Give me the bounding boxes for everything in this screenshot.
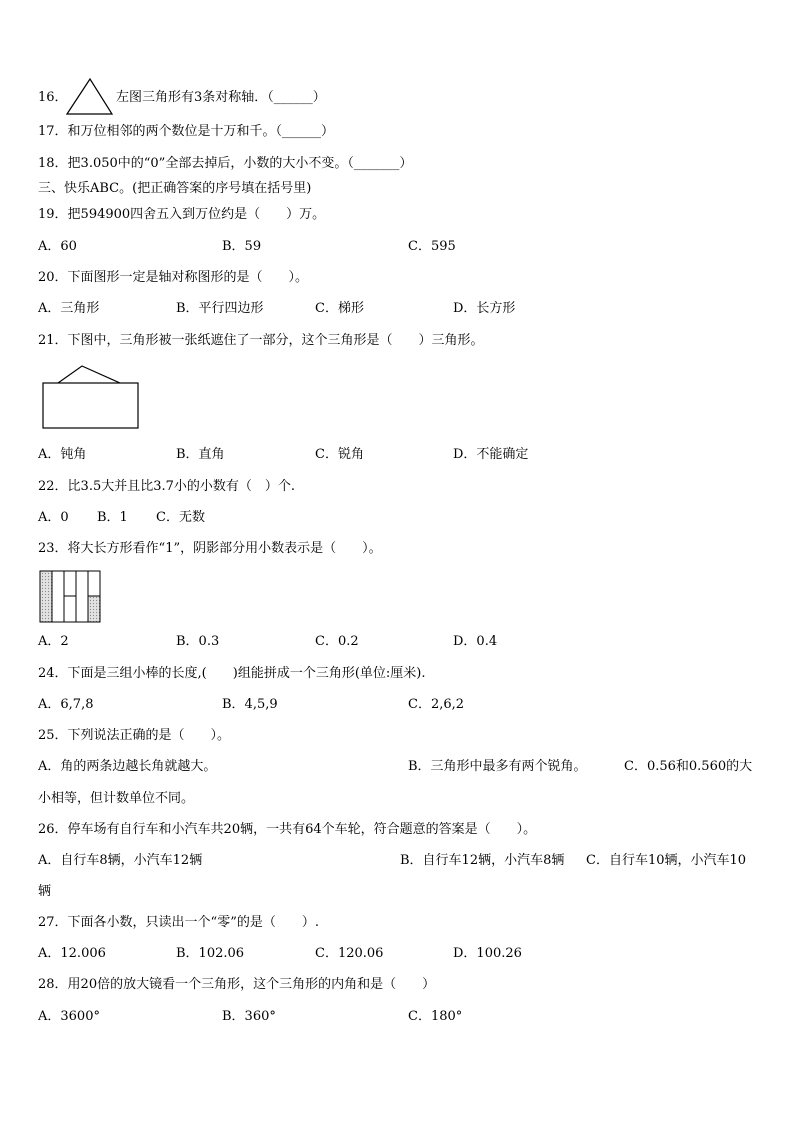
q22-option-c: C．无数 [156, 510, 205, 525]
q21-text: 21．下图中，三角形被一张纸遮住了一部分，这个三角形是（ ）三角形。 [38, 333, 484, 348]
q19-text: 19．把594900四舍五入到万位约是（ ）万。 [38, 207, 326, 222]
q20-text: 20．下面图形一定是轴对称图形的是（ ）。 [38, 270, 309, 285]
q28-option-a: A．3600° [38, 1009, 100, 1024]
q21-option-d: D．不能确定 [453, 447, 529, 462]
q20-option-a: A．三角形 [38, 301, 100, 316]
q25-option-c-continued: 小相等，但计数单位不同。 [38, 791, 195, 806]
q24-option-b: B．4,5,9 [222, 697, 278, 712]
q23-option-d: D．0.4 [453, 634, 498, 649]
triangle-figure [66, 78, 114, 116]
q28-option-b: B．360° [222, 1009, 276, 1024]
q23-option-b: B．0.3 [176, 634, 220, 649]
q17-text: 17．和万位相邻的两个数位是十万和千。（______） [38, 124, 335, 139]
q18-text: 18．把3.050中的“0”全部去掉后，小数的大小不变。（_______） [38, 156, 413, 171]
q22-option-b: B．1 [97, 510, 128, 525]
q23-text: 23．将大长方形看作“1”，阴影部分用小数表示是（ ）。 [38, 541, 382, 556]
q19-option-a: A．60 [38, 239, 77, 254]
q23-option-c: C．0.2 [315, 634, 359, 649]
q27-text: 27．下面各小数，只读出一个“零”的是（ ）. [38, 915, 319, 930]
q19-option-b: B．59 [222, 239, 262, 254]
q26-option-c-continued: 辆 [38, 884, 52, 899]
q25-text: 25．下列说法正确的是（ ）。 [38, 728, 231, 743]
q28-option-c: C．180° [408, 1009, 463, 1024]
q26-option-b: B．自行车12辆，小汽车8辆 [400, 853, 565, 868]
q26-option-a: A．自行车8辆，小汽车12辆 [38, 853, 203, 868]
section-heading: 三、快乐ABC。(把正确答案的序号填在括号里) [38, 181, 312, 196]
q22-option-a: A．0 [38, 510, 69, 525]
q21-option-c: C．锐角 [315, 447, 364, 462]
q22-text: 22．比3.5大并且比3.7小的小数有（ ）个. [38, 479, 296, 494]
q27-option-a: A．12.006 [38, 946, 106, 961]
q16-text: 左图三角形有3条对称轴．（______） [116, 90, 326, 105]
q25-option-c: C．0.56和0.560的大 [624, 759, 753, 774]
q23-option-a: A．2 [38, 634, 69, 649]
q21-option-a: A．钝角 [38, 447, 87, 462]
q21-option-b: B．直角 [176, 447, 225, 462]
q26-text: 26．停车场有自行车和小汽车共20辆，一共有64个车轮，符合题意的答案是（ ）。 [38, 822, 537, 837]
q28-text: 28．用20倍的放大镜看一个三角形，这个三角形的内角和是（ ） [38, 977, 436, 992]
q26-option-c: C．自行车10辆，小汽车10 [586, 853, 747, 868]
q20-option-c: C．梯形 [315, 301, 364, 316]
q24-option-c: C．2,6,2 [408, 697, 465, 712]
q25-option-a: A．角的两条边越长角就越大。 [38, 759, 217, 774]
shaded-rectangle-figure [38, 569, 104, 625]
q27-option-d: D．100.26 [453, 946, 522, 961]
covered-triangle-figure [40, 362, 142, 432]
q27-option-c: C．120.06 [315, 946, 384, 961]
q19-option-c: C．595 [408, 239, 456, 254]
q20-option-b: B．平行四边形 [176, 301, 264, 316]
q20-option-d: D．长方形 [453, 301, 516, 316]
q16-number: 16． [38, 90, 68, 105]
q24-option-a: A．6,7,8 [38, 697, 94, 712]
q24-text: 24．下面是三组小棒的长度,( )组能拼成一个三角形(单位:厘米). [38, 666, 426, 681]
q25-option-b: B．三角形中最多有两个锐角。 [408, 759, 587, 774]
q27-option-b: B．102.06 [176, 946, 245, 961]
